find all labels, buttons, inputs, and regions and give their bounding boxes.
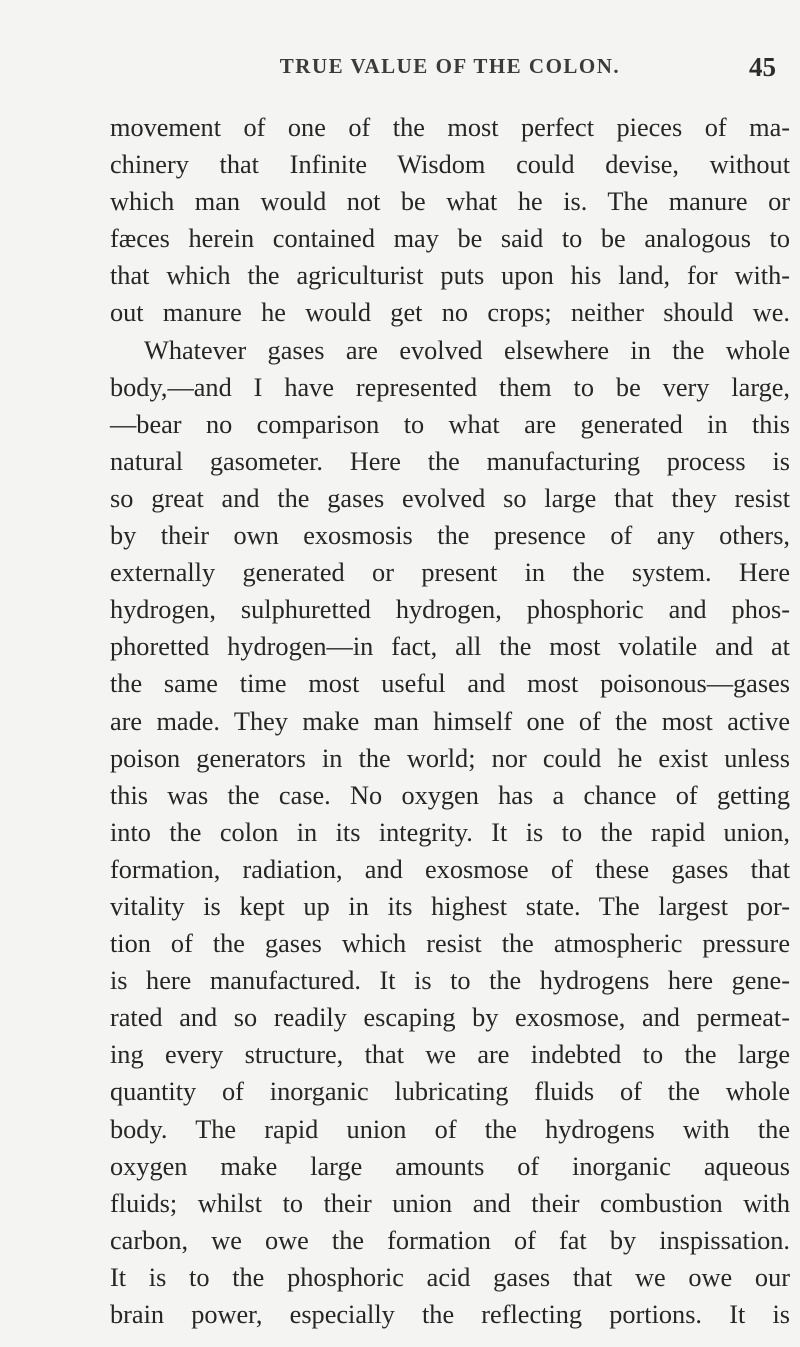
text-line: phoretted hydrogen—in fact, all the most volatile and at [110,632,790,662]
text-line: rated and so readily escaping by exosmose, and permeat- [110,1003,790,1033]
text-line: the same time most useful and most poisonous—gases [110,669,790,699]
text-line: Whatever gases are evolved elsewhere in the whole [144,335,790,365]
text-line: ing every structure, that we are indebted to the large [110,1040,790,1070]
text-line: —bear no comparison to what are generated in this [110,409,790,439]
text-line: quantity of inorganic lubricating fluids of the whole [110,1077,790,1107]
text-line: so great and the gases evolved so large that they resist [110,483,790,513]
text-line: tion of the gases which resist the atmospheric pressure [110,929,790,959]
text-line: externally generated or present in the system. Here [110,558,790,588]
text-line: natural gasometer. Here the manufacturing process is [110,446,790,476]
text-line: body. The rapid union of the hydrogens with the [110,1114,790,1144]
text-line: fæces herein contained may be said to be analogous to [110,224,790,254]
text-line: is here manufactured. It is to the hydrogens here gene- [110,966,790,996]
running-head [110,52,790,92]
text-line: carbon, we owe the formation of fat by inspissation. [110,1225,790,1255]
text-line: this was the case. No oxygen has a chance of getting [110,780,790,810]
text-line: brain power, especially the reflecting portions. It is [110,1300,790,1329]
text-line: that which the agriculturist puts upon his land, for with- [110,261,790,291]
text-line: chinery that Infinite Wisdom could devise, without [110,150,790,180]
body-text [110,109,790,1333]
text-line: which man would not be what he is. The manure or [110,187,790,217]
text-line: fluids; whilst to their union and their combustion with [110,1188,790,1218]
page-number: 45 [749,52,776,82]
text-line: oxygen make large amounts of inorganic aqueous [110,1151,790,1181]
text-line: poison generators in the world; nor could he exist unless [110,743,790,773]
text-line: It is to the phosphoric acid gases that we owe our [110,1262,790,1292]
text-line: are made. They make man himself one of the most active [110,706,790,736]
text-line: out manure he would get no crops; neither should we. [110,298,790,328]
running-title: TRUE VALUE OF THE COLON. [279,54,621,78]
text-line: vitality is kept up in its highest state. The largest por- [110,891,790,921]
text-line: hydrogen, sulphuretted hydrogen, phosphoric and phos- [110,595,790,625]
text-line: formation, radiation, and exosmose of these gases that [110,854,790,884]
text-line: body,—and I have represented them to be very large, [110,372,790,402]
text-line: into the colon in its integrity. It is to the rapid union, [110,817,790,847]
text-line: movement of one of the most perfect pieces of ma- [110,113,790,142]
text-line: by their own exosmosis the presence of any others, [110,521,790,551]
